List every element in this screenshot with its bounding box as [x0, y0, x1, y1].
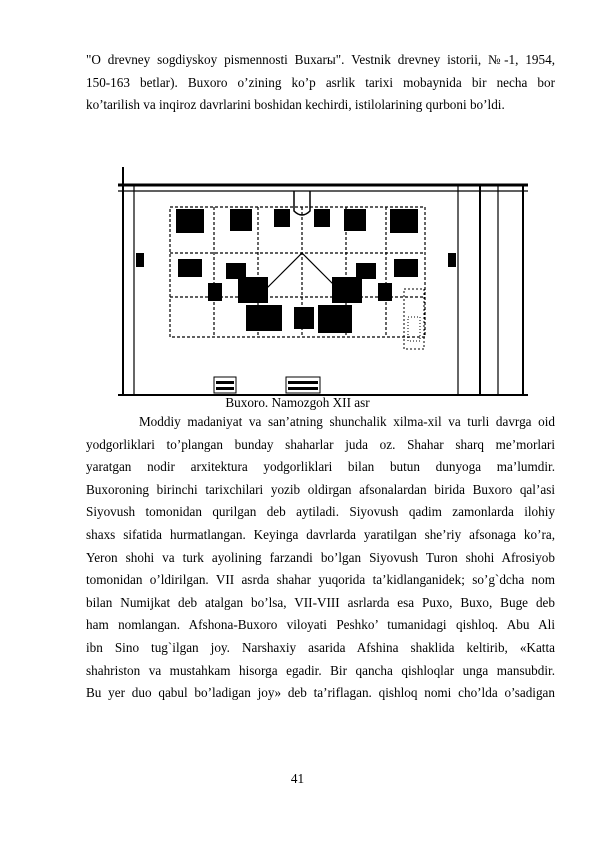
text-line: "O drevney sogdiyskoy pismennosti Buxarы". Vestnik drevney istorii, №-1, 1954,: [86, 52, 555, 67]
text-line: ko’tarilish va inqiroz davrlarini boshidan kechirdi, istilolarining qurboni bo’ldi.: [86, 97, 505, 113]
text-line: Siyovush tomonidan qurilgan deb aytiladi. Siyovush qadim zamonlarda ilohiy: [86, 504, 555, 520]
text-line: Yeron shohi va turk ayolining farzandi bo’lgan Siyovush Turon shohi Afrosiyob: [86, 549, 555, 565]
page-number: 41: [290, 771, 305, 786]
text-line: Buxoroning birinchi tarixchilari yozib oldirgan afsonalardan birida Buxoro qal’asi: [86, 481, 555, 497]
text-line: Moddiy madaniyat va san’atning shunchalik xilma-xil va turli davrga oid: [86, 414, 555, 429]
text-line: shahriston va mustahkam hisorga egadir. Bir qancha qishloqlar unga mansubdir.: [86, 662, 555, 678]
text-line: shaxs sifatida hurmatlangan. Keyinga davrlarda yaratilgan she’riy afsonaga ko’ra,: [86, 526, 555, 542]
text-line: 150-163 betlar). Buxoro o’zining ko’p asrlik tarixi mobaynida bir necha bor: [86, 74, 555, 90]
body-paragraph: [86, 411, 555, 705]
namozgoh-floor-plan: [118, 167, 528, 397]
text-line: tomonidan o’ldirilgan. VII asrda shahar yuqorida ta’kidlanganidek; so’g`dcha nom: [86, 572, 555, 588]
intro-paragraph: [86, 49, 555, 117]
text-line: ibn Sino tug`ilgan joy. Narshaxiy asarida Afshina shaklida keltirib, «Katta: [86, 639, 555, 655]
text-line: yaratgan nodir arxitektura yodgorliklari bilan butun dunyoga ma’lumdir.: [86, 459, 555, 475]
text-line: ham nomlangan. Afshona-Buxoro viloyati Peshko’ tumanidagi qishloq. Abu Ali: [86, 617, 555, 633]
text-line: Bu yer duo qabul bo’ladigan joy» deb ta’riflagan. qishloq nomi cho’lda o’sadigan: [86, 685, 555, 701]
figure-caption: Buxoro. Namozgoh XII asr: [225, 395, 370, 410]
text-line: bilan Numijkat deb atalgan bo’lsa, VII-VIII asrlarda esa Puxo, Buxo, Buge deb: [86, 594, 555, 610]
text-line: yodgorliklari to’plangan bunday shaharlar juda oz. Shahar sharq me’morlari: [86, 436, 555, 452]
